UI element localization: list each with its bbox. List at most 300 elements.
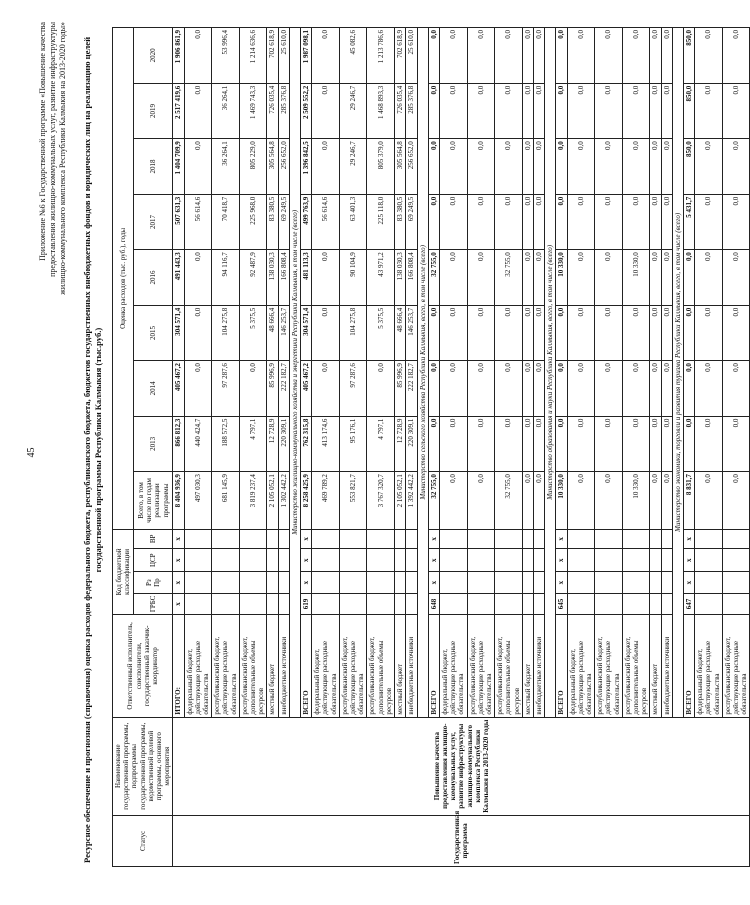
year-amount: 0,0 [312,361,340,416]
vr-code [239,529,267,548]
rzpr-code [406,572,417,593]
total-amount: 2 105 052,1 [267,472,278,530]
csr-code [661,549,672,572]
header-total: Всего, в том числе по годам реализации программы [134,472,173,530]
year-amount: 0,0 [661,139,672,194]
grbs-code [184,593,212,614]
funding-source: федеральный бюджет, действующие расходные обязательства [312,615,340,717]
funding-source: местный бюджет [267,615,278,717]
total-amount: 1 392 442,2 [406,472,417,530]
year-amount: 405 467,2 [301,361,312,416]
header-estimate: Оценка расходов (тыс. руб.), годы [113,28,134,530]
grbs-code [695,593,723,614]
header-year: 2020 [134,28,173,84]
year-amount: 0,0 [312,28,340,84]
rzpr-code [395,572,406,593]
grbs-code: 645 [556,593,567,614]
rzpr-code [533,572,544,593]
rzpr-code [567,572,595,593]
year-amount: 5 375,5 [239,305,267,360]
year-amount: 0,0 [439,139,467,194]
grbs-code [495,593,523,614]
year-amount: 104 275,8 [339,305,367,360]
total-amount: 8 258 425,9 [301,472,312,530]
year-amount: 0,0 [467,416,495,471]
vr-code [661,529,672,548]
csr-code [278,549,289,572]
year-amount: 2 509 552,2 [301,83,312,138]
year-amount: 1 987 098,1 [301,28,312,84]
funding-source: ВСЕГО [556,615,567,717]
vr-code [467,529,495,548]
year-amount: 726 035,4 [395,83,406,138]
vr-code [278,529,289,548]
csr-code: х [428,549,439,572]
total-amount: 8 831,7 [683,472,694,530]
year-amount: 0,0 [556,305,567,360]
grbs-code [278,593,289,614]
year-amount: 32 755,0 [428,250,439,305]
csr-code [533,549,544,572]
year-amount: 0,0 [595,28,623,84]
year-amount: 0,0 [556,83,567,138]
year-amount: 222 182,7 [406,361,417,416]
year-amount: 0,0 [533,361,544,416]
year-amount: 25 610,0 [278,28,289,84]
csr-code [267,549,278,572]
year-amount: 0,0 [439,83,467,138]
year-amount: 29 246,7 [339,139,367,194]
year-amount: 0,0 [683,416,694,471]
year-amount: 0,0 [722,416,750,471]
total-amount: 0,0 [533,472,544,530]
year-amount: 405 467,2 [173,361,184,416]
header-csr: ЦСР [134,549,173,572]
csr-code [695,549,723,572]
csr-code: х [683,549,694,572]
page-number: 45 [26,447,37,458]
total-amount: 497 030,3 [184,472,212,530]
total-amount: 1 302 442,2 [278,472,289,530]
header-year: 2015 [134,305,173,360]
year-amount: 138 030,3 [267,250,278,305]
year-amount: 0,0 [683,305,694,360]
year-amount: 83 380,5 [267,194,278,249]
year-amount: 0,0 [467,305,495,360]
year-amount: 0,0 [567,28,595,84]
year-amount: 5 375,5 [367,305,395,360]
total-amount: 10 330,0 [556,472,567,530]
year-amount: 702 618,9 [267,28,278,84]
year-amount: 0,0 [184,305,212,360]
year-amount: 0,0 [533,250,544,305]
grbs-code: 647 [683,593,694,614]
year-amount: 48 666,4 [395,305,406,360]
year-amount: 0,0 [722,361,750,416]
grbs-code [595,593,623,614]
year-amount: 0,0 [439,28,467,84]
budget-table [112,27,750,867]
csr-code [395,549,406,572]
funding-source: местный бюджет [650,615,661,717]
header-year: 2013 [134,416,173,471]
funding-source: федеральный бюджет, действующие расходные обязательства [567,615,595,717]
total-amount: 10 330,0 [622,472,650,530]
rzpr-code: х [173,572,184,593]
grbs-code [439,593,467,614]
funding-source: внебюджетные источники [278,615,289,717]
program-status: Государственная программа [173,815,750,866]
vr-code [395,529,406,548]
year-amount: 85 996,9 [395,361,406,416]
rzpr-code [722,572,750,593]
vr-code [212,529,240,548]
year-amount: 0,0 [683,361,694,416]
year-amount: 85 996,9 [267,361,278,416]
year-amount: 0,0 [467,250,495,305]
funding-source: внебюджетные источники [533,615,544,717]
funding-source: республиканский бюджет, дополнительные объемы ресурсов [239,615,267,717]
year-amount: 63 401,3 [339,194,367,249]
year-amount: 188 572,5 [212,416,240,471]
csr-code [595,549,623,572]
rzpr-code [439,572,467,593]
rzpr-code [650,572,661,593]
csr-code [495,549,523,572]
section-caption: Министерство образования и науки Республики Калмыкия, всего, в том числе (всего) [545,28,556,718]
year-amount: 0,0 [650,83,661,138]
year-amount: 10 330,0 [622,250,650,305]
year-amount: 1 468 893,3 [367,83,395,138]
grbs-code [650,593,661,614]
year-amount: 0,0 [312,250,340,305]
rzpr-code: х [428,572,439,593]
year-amount: 0,0 [439,361,467,416]
year-amount: 0,0 [312,83,340,138]
appendix-line: жилищно-коммунального комплекса Республики Калмыкия на 2013-2020 годы» [58,22,67,295]
funding-source: республиканский бюджет, действующие расходные обязательства [339,615,367,717]
year-amount: 0,0 [661,361,672,416]
year-amount: 0,0 [661,250,672,305]
funding-source: федеральный бюджет, действующие расходные обязательства [439,615,467,717]
year-amount: 0,0 [533,83,544,138]
year-amount: 83 380,5 [395,194,406,249]
csr-code: х [173,549,184,572]
header-vr: ВР [134,529,173,548]
header-grbs: ГРБС [134,593,173,614]
year-amount: 0,0 [595,139,623,194]
funding-source: внебюджетные источники [406,615,417,717]
year-amount: 0,0 [495,305,523,360]
appendix-caption [38,22,68,382]
csr-code [367,549,395,572]
grbs-code [312,593,340,614]
year-amount: 0,0 [428,416,439,471]
year-amount: 0,0 [695,361,723,416]
year-amount: 0,0 [467,28,495,84]
rzpr-code: х [301,572,312,593]
grbs-code [661,593,672,614]
grbs-code [467,593,495,614]
grbs-code [522,593,533,614]
rzpr-code [595,572,623,593]
grbs-code [567,593,595,614]
total-amount: 0,0 [695,472,723,530]
year-amount: 440 424,7 [184,416,212,471]
csr-code [522,549,533,572]
total-amount: 2 105 052,1 [395,472,406,530]
year-amount: 850,0 [683,28,694,84]
year-amount: 0,0 [495,83,523,138]
year-amount: 0,0 [722,139,750,194]
year-amount: 2 517 419,6 [173,83,184,138]
year-amount: 305 564,8 [395,139,406,194]
header-executor: Ответственный исполнитель, соисполнители, государственный заказчик-координатор [113,615,173,717]
year-amount: 0,0 [622,83,650,138]
year-amount: 0,0 [556,361,567,416]
year-amount: 0,0 [522,139,533,194]
year-amount: 5 431,7 [683,194,694,249]
grbs-code [367,593,395,614]
rzpr-code [367,572,395,593]
total-amount: 0,0 [650,472,661,530]
year-amount: 805 229,0 [239,139,267,194]
funding-source: ВСЕГО [428,615,439,717]
year-amount: 166 808,4 [406,250,417,305]
year-amount: 95 176,1 [339,416,367,471]
year-amount: 0,0 [695,305,723,360]
year-amount: 0,0 [239,361,267,416]
year-amount: 0,0 [522,28,533,84]
year-amount: 53 996,4 [212,28,240,84]
year-amount: 1 213 786,6 [367,28,395,84]
year-amount: 481 113,3 [301,250,312,305]
funding-source: ВСЕГО [301,615,312,717]
funding-source: местный бюджет [522,615,533,717]
vr-code: х [301,529,312,548]
vr-code: х [683,529,694,548]
rzpr-code [495,572,523,593]
total-amount: 0,0 [567,472,595,530]
year-amount: 0,0 [495,139,523,194]
year-amount: 56 614,6 [184,194,212,249]
year-amount: 92 487,9 [239,250,267,305]
year-amount: 1 396 842,5 [301,139,312,194]
csr-code [239,549,267,572]
year-amount: 69 249,5 [406,194,417,249]
year-amount: 0,0 [567,194,595,249]
funding-source: внебюджетные источники [661,615,672,717]
year-amount: 12 728,9 [395,416,406,471]
vr-code [439,529,467,548]
year-amount: 69 249,5 [278,194,289,249]
csr-code: х [556,549,567,572]
vr-code [622,529,650,548]
year-amount: 166 808,4 [278,250,289,305]
csr-code [622,549,650,572]
vr-code [567,529,595,548]
year-amount: 762 315,8 [301,416,312,471]
vr-code: х [173,529,184,548]
year-amount: 0,0 [522,83,533,138]
vr-code [267,529,278,548]
year-amount: 0,0 [467,139,495,194]
year-amount: 0,0 [184,250,212,305]
section-caption: Министерство жилищно-коммунального хозяйства и энергетики Республики Калмыкия, в том числе (всего) [289,28,300,718]
grbs-code: 619 [301,593,312,614]
vr-code [367,529,395,548]
vr-code [406,529,417,548]
csr-code [406,549,417,572]
year-amount: 48 666,4 [267,305,278,360]
rzpr-code [239,572,267,593]
year-amount: 0,0 [695,139,723,194]
year-amount: 0,0 [428,28,439,84]
vr-code [650,529,661,548]
year-amount: 0,0 [312,305,340,360]
year-amount: 0,0 [661,194,672,249]
year-amount: 726 035,4 [267,83,278,138]
vr-code [184,529,212,548]
year-amount: 0,0 [695,28,723,84]
funding-source: местный бюджет [395,615,406,717]
year-amount: 305 564,8 [267,139,278,194]
funding-source: республиканский бюджет, дополнительные объемы ресурсов [495,615,523,717]
rzpr-code [212,572,240,593]
table-row [173,28,184,867]
funding-source: ВСЕГО [683,615,694,717]
grbs-code [239,593,267,614]
year-amount: 0,0 [567,305,595,360]
grbs-code [722,593,750,614]
year-amount: 0,0 [495,194,523,249]
year-amount: 4 797,1 [239,416,267,471]
funding-source: ИТОГО: [173,615,184,717]
year-amount: 10 330,0 [556,250,567,305]
year-amount: 0,0 [650,139,661,194]
vr-code [339,529,367,548]
year-amount: 0,0 [428,305,439,360]
funding-source: республиканский бюджет, действующие расходные обязательства [212,615,240,717]
year-amount: 866 812,3 [173,416,184,471]
appendix-line: Приложение №6 к Государственной программе «Повышение качества [38,22,47,261]
rzpr-code [622,572,650,593]
year-amount: 0,0 [695,83,723,138]
year-amount: 0,0 [650,416,661,471]
year-amount: 0,0 [428,194,439,249]
year-amount: 12 728,9 [267,416,278,471]
year-amount: 1 404 709,9 [173,139,184,194]
year-amount: 225 118,0 [367,194,395,249]
year-amount: 0,0 [467,194,495,249]
grbs-code [622,593,650,614]
year-amount: 0,0 [428,83,439,138]
year-amount: 0,0 [567,83,595,138]
year-amount: 507 631,3 [173,194,184,249]
rzpr-code [695,572,723,593]
total-amount: 0,0 [439,472,467,530]
year-amount: 97 287,6 [212,361,240,416]
total-amount: 0,0 [522,472,533,530]
year-amount: 0,0 [722,250,750,305]
year-amount: 0,0 [595,83,623,138]
document-title: Ресурсное обеспечение и прогнозная (справочная) оценка расходов федерального бюджета, республиканского бюджета, бюджетов государственных внебюджетных фондов и юридических лиц на реализацию целей государственной программы Республики Калмыкия (тыс.руб.) [82,36,103,864]
year-amount: 0,0 [184,28,212,84]
csr-code [439,549,467,572]
header-status: Статус [113,815,173,866]
section-caption: Министерство экономики, торговли и развития туризма Республики Калмыкия, всего, в том числе (всего) [672,28,683,718]
rzpr-code [184,572,212,593]
year-amount: 0,0 [595,305,623,360]
vr-code: х [556,529,567,548]
rzpr-code [467,572,495,593]
year-amount: 499 763,9 [301,194,312,249]
year-amount: 1 906 861,9 [173,28,184,84]
grbs-code [267,593,278,614]
csr-code [722,549,750,572]
csr-code [339,549,367,572]
year-amount: 850,0 [683,139,694,194]
year-amount: 220 309,1 [406,416,417,471]
year-amount: 0,0 [661,28,672,84]
year-amount: 0,0 [533,194,544,249]
header-year: 2019 [134,83,173,138]
total-amount: 32 755,0 [428,472,439,530]
program-name: Повышение качества предоставления жилищно-коммунальных услуг, развитие инфраструктуры жилищно-коммунального комплекса Республики Калмыкия на 2013-2020 годы [173,717,750,815]
vr-code [595,529,623,548]
year-amount: 97 287,6 [339,361,367,416]
year-amount: 0,0 [595,361,623,416]
vr-code [312,529,340,548]
year-amount: 413 174,6 [312,416,340,471]
header-kbk: Код бюджетной классификации [113,529,134,614]
year-amount: 304 571,4 [301,305,312,360]
year-amount: 0,0 [184,83,212,138]
table-body [173,28,750,867]
year-amount: 220 309,1 [278,416,289,471]
total-amount: 681 145,9 [212,472,240,530]
grbs-code [395,593,406,614]
year-amount: 0,0 [556,416,567,471]
funding-source: республиканский бюджет, действующие расходные обязательства [595,615,623,717]
year-amount: 0,0 [522,416,533,471]
year-amount: 0,0 [650,361,661,416]
total-amount: 3 767 320,7 [367,472,395,530]
grbs-code [406,593,417,614]
vr-code [522,529,533,548]
year-amount: 0,0 [439,250,467,305]
grbs-code: 648 [428,593,439,614]
year-amount: 0,0 [439,194,467,249]
year-amount: 0,0 [184,361,212,416]
year-amount: 0,0 [650,194,661,249]
year-amount: 0,0 [661,83,672,138]
year-amount: 0,0 [622,194,650,249]
rzpr-code: х [683,572,694,593]
header-program-name: Наименование государственной программы, подпрограммы государственной программы, ведомственной целевой программы, основного мероприятия [113,717,173,815]
grbs-code [339,593,367,614]
year-amount: 32 755,0 [495,250,523,305]
year-amount: 0,0 [695,250,723,305]
total-amount: 32 755,0 [495,472,523,530]
year-amount: 146 253,7 [278,305,289,360]
year-amount: 0,0 [622,361,650,416]
year-amount: 0,0 [722,194,750,249]
year-amount: 0,0 [495,28,523,84]
funding-source: республиканский бюджет, дополнительные объемы ресурсов [622,615,650,717]
year-amount: 70 418,7 [212,194,240,249]
vr-code: х [428,529,439,548]
